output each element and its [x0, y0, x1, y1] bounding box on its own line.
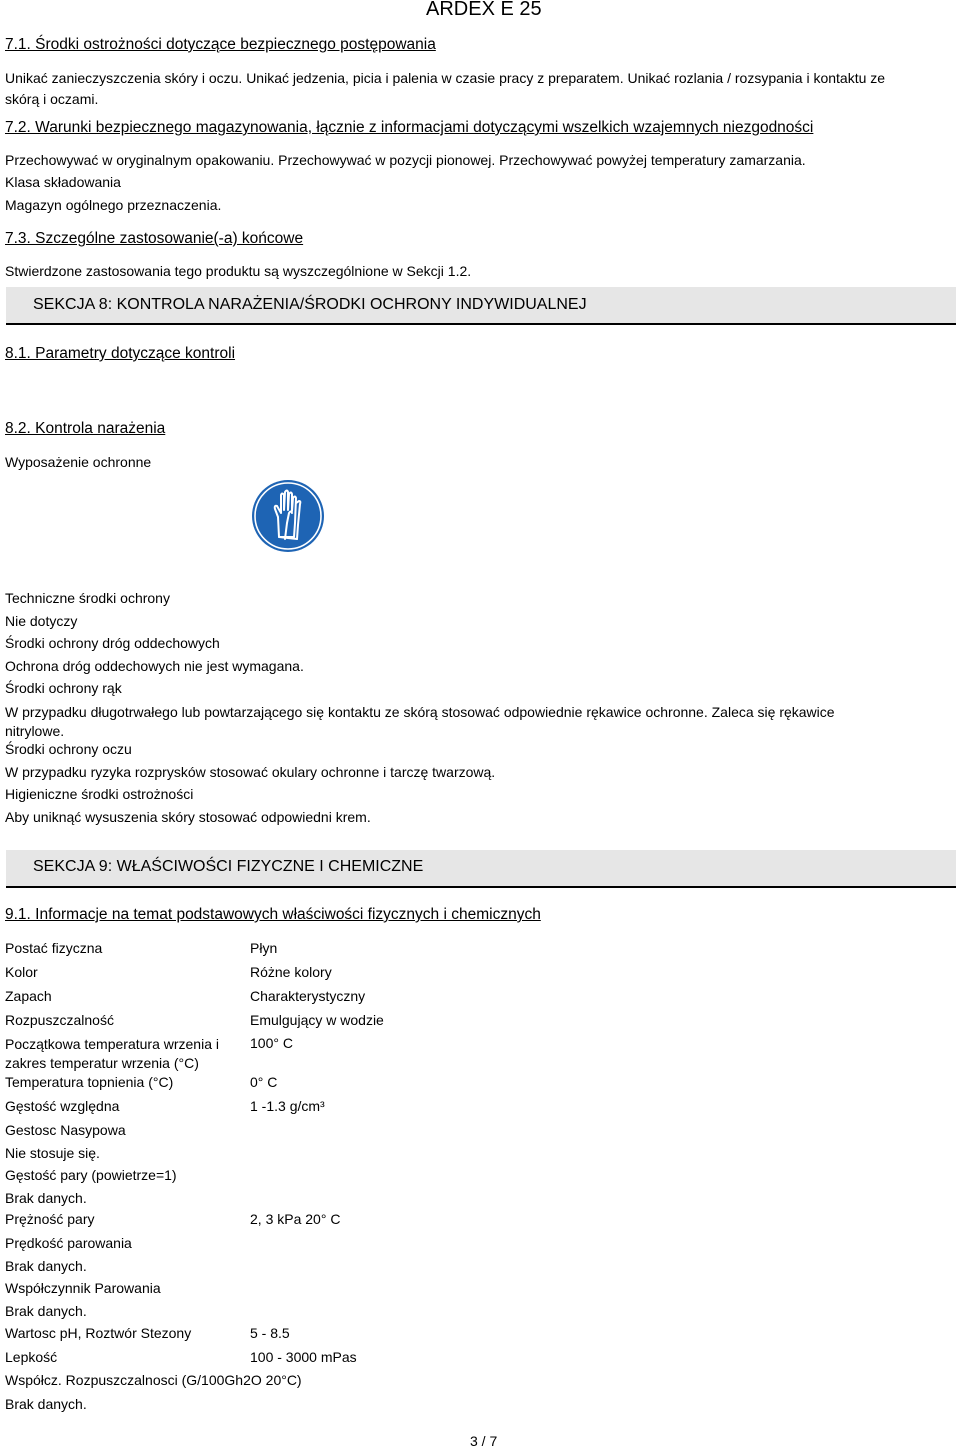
heading-8-1: 8.1. Parametry dotyczące kontroli — [5, 345, 236, 362]
prop-label: Kolor — [5, 964, 38, 980]
prop-label: Brak danych. — [5, 1258, 87, 1274]
prop-value: 0° C — [250, 1074, 278, 1090]
heading-8-2: 8.2. Kontrola narażenia — [5, 420, 166, 437]
prop-label: Nie stosuje się. — [5, 1145, 100, 1161]
heading-7-1: 7.1. Środki ostrożności dotyczące bezpiecznego postępowania — [5, 36, 436, 53]
prop-label: Lepkość — [5, 1349, 58, 1365]
heading-7-3: 7.3. Szczególne zastosowanie(-a) końcowe — [5, 230, 304, 247]
document-title: ARDEX E 25 — [426, 0, 542, 20]
section-8-title: SEKCJA 8: KONTROLA NARAŻENIA/ŚRODKI OCHRONY INDYWIDUALNEJ — [33, 296, 587, 313]
prop-value: Emulgujący w wodzie — [250, 1012, 384, 1028]
prop-label: Zapach — [5, 988, 52, 1004]
text-7-3: Stwierdzone zastosowania tego produktu są wyszczególnione w Sekcji 1.2. — [5, 263, 472, 279]
prop-label: Temperatura topnienia (°C) — [5, 1074, 174, 1090]
prop-label: Gęstość pary (powietrze=1) — [5, 1167, 177, 1183]
eye-protection-label: Środki ochrony oczu — [5, 741, 132, 757]
prop-label: Gestosc Nasypowa — [5, 1122, 126, 1138]
prop-value: 1 -1.3 g/cm³ — [250, 1098, 325, 1114]
hygiene-label: Higieniczne środki ostrożności — [5, 786, 194, 802]
tech-measures-label: Techniczne środki ochrony — [5, 590, 170, 606]
prop-value: 100 - 3000 mPas — [250, 1349, 357, 1365]
hand-protection-value: W przypadku długotrwałego lub powtarzającego się kontaktu ze skórą stosować odpowiednie rękawice ochronne. Zaleca się rękawice nitrylowe. — [5, 704, 835, 739]
prop-label: Gęstość względna — [5, 1098, 120, 1114]
prop-value: Różne kolory — [250, 964, 332, 980]
prop-label: Początkowa temperatura wrzenia i zakres temperatur wrzenia (°C) — [5, 1036, 219, 1071]
prop-value: 2, 3 kPa 20° C — [250, 1211, 341, 1227]
page-number: 3 / 7 — [470, 1433, 498, 1449]
prop-label: Prężność pary — [5, 1211, 95, 1227]
prop-label: Brak danych. — [5, 1303, 87, 1319]
prop-value: 5 - 8.5 — [250, 1325, 290, 1341]
heading-7-2: 7.2. Warunki bezpiecznego magazynowania, łącznie z informacjami dotyczącymi wszelkich wzajemnych niezgodności — [5, 119, 814, 136]
section-9-title: SEKCJA 9: WŁAŚCIWOŚCI FIZYCZNE I CHEMICZNE — [33, 858, 424, 875]
section-8-band — [6, 287, 956, 325]
respiratory-value: Ochrona dróg oddechowych nie jest wymagana. — [5, 658, 304, 674]
storage-class-value: Magazyn ogólnego przeznaczenia. — [5, 197, 222, 213]
prop-label: Brak danych. — [5, 1190, 87, 1206]
text-7-2: Przechowywać w oryginalnym opakowaniu. Przechowywać w pozycji pionowej. Przechowywać powyżej temperatury zamarzania. — [5, 152, 806, 168]
hand-protection-label: Środki ochrony rąk — [5, 680, 122, 696]
text-7-1: Unikać zanieczyszczenia skóry i oczu. Unikać jedzenia, picia i palenia w czasie pracy z preparatem. Unikać rozlania / rozsypania i kontaktu ze skórą i oczami. — [5, 70, 886, 107]
hygiene-value: Aby uniknąć wysuszenia skóry stosować odpowiedni krem. — [5, 809, 371, 825]
eye-protection-value: W przypadku ryzyka rozprysków stosować okulary ochronne i tarczę twarzową. — [5, 764, 496, 780]
prop-label: Wartosc pH, Roztwór Stezony — [5, 1325, 192, 1341]
prop-label: Rozpuszczalność — [5, 1012, 114, 1028]
prop-label: Brak danych. — [5, 1396, 87, 1412]
section-9-band — [6, 850, 956, 888]
gloves-mandatory-icon — [251, 479, 325, 553]
tech-measures-value: Nie dotyczy — [5, 613, 78, 629]
prop-label: Współcz. Rozpuszczalnosci (G/100Gh2O 20°C) — [5, 1372, 302, 1388]
prop-value: Płyn — [250, 940, 278, 956]
prop-label: Prędkość parowania — [5, 1235, 132, 1251]
equipment-label: Wyposażenie ochronne — [5, 454, 152, 470]
heading-9-1: 9.1. Informacje na temat podstawowych właściwości fizycznych i chemicznych — [5, 906, 541, 923]
storage-class-label: Klasa składowania — [5, 174, 121, 190]
respiratory-label: Środki ochrony dróg oddechowych — [5, 635, 220, 651]
prop-label: Postać fizyczna — [5, 940, 103, 956]
prop-value: 100° C — [250, 1035, 293, 1051]
prop-label: Współczynnik Parowania — [5, 1280, 161, 1296]
prop-value: Charakterystyczny — [250, 988, 366, 1004]
